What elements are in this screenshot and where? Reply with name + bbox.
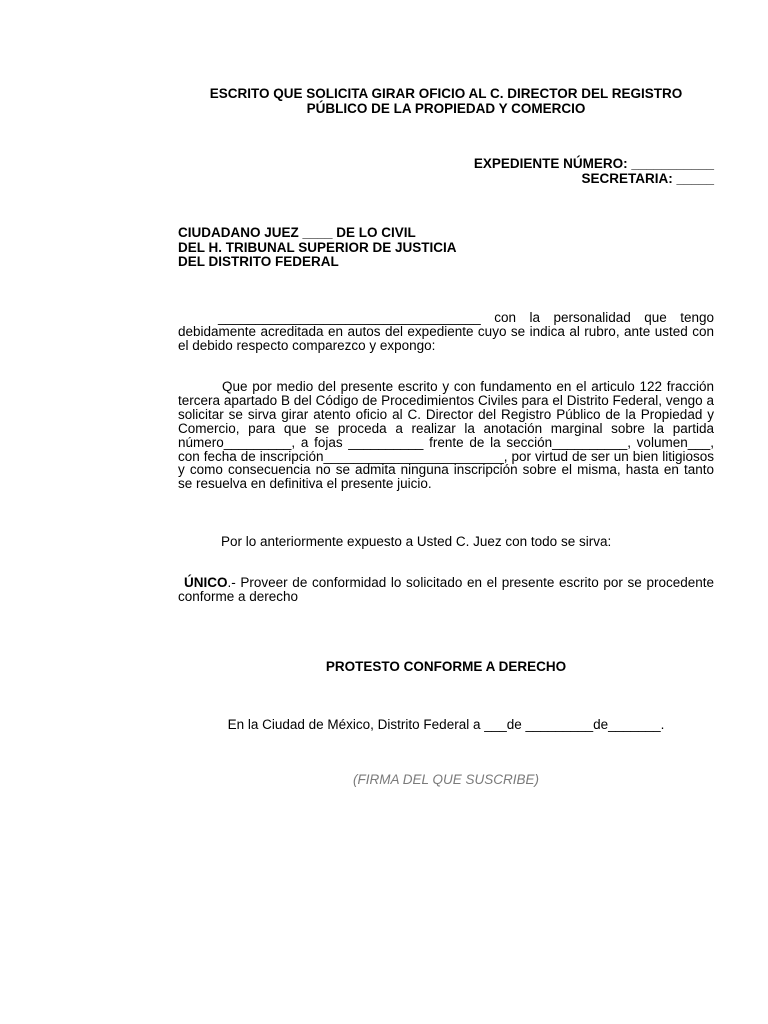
document-title [170,86,722,116]
title-line-2: PÚBLICO DE LA PROPIEDAD Y COMERCIO [306,101,586,116]
addressee-line-2: DEL H. TRIBUNAL SUPERIOR DE JUSTICIA [178,239,457,255]
addressee-line-3: DEL DISTRITO FEDERAL [178,254,339,269]
expediente-number: EXPEDIENTE NÚMERO: ___________ [473,156,714,171]
case-reference [380,156,714,186]
addressee-line-1: CIUDADANO JUEZ ____ DE LO CIVIL [178,225,416,240]
title-line-1: ESCRITO QUE SOLICITA GIRAR OFICIO AL C. DIRECTOR DEL REGISTRO [209,86,683,101]
unico-paragraph [178,576,714,604]
unico-label: ÚNICO [184,575,228,590]
place-and-date: En la Ciudad de México, Distrito Federal a ___de _________de_______. [227,717,665,732]
secretaria-field: SECRETARIA: _____ [581,171,714,186]
signature-line: (FIRMA DEL QUE SUSCRIBE) [352,772,540,787]
addressee-block [178,226,718,270]
body-paragraph: Que por medio del presente escrito y con fundamento en el articulo 122 fracción tercera apartado B del Código de Procedimientos Civiles para el Distrito Federal, vengo a solicitar se sirva girar atento oficio al C. Director del Registro Público de la Propiedad y Comercio, para que se proceda a realizar la anotación marginal sobre la partida número_________, a fojas __________ frente de la sección__________, volumen___, con fecha de inscripción________________________, por virtud de ser un bien litigiosos y como consecuencia no se admita ninguna inscripción sobre el misma, hasta en tanto se resuelva en definitiva el presente juicio. [178,379,714,492]
unico-text: .- Proveer de conformidad lo solicitado en el presente escrito por se procedente conforme a derecho [178,575,714,604]
protesto-heading: PROTESTO CONFORME A DERECHO [325,659,567,674]
request-paragraph: Por lo anteriormente expuesto a Usted C. Juez con todo se sirva: [221,534,612,549]
intro-paragraph: ___________________________________ con la personalidad que tengo debidamente acreditada en autos del expediente cuyo se indica al rubro, ante usted con el debido respecto comparezco y expongo: [178,310,714,353]
